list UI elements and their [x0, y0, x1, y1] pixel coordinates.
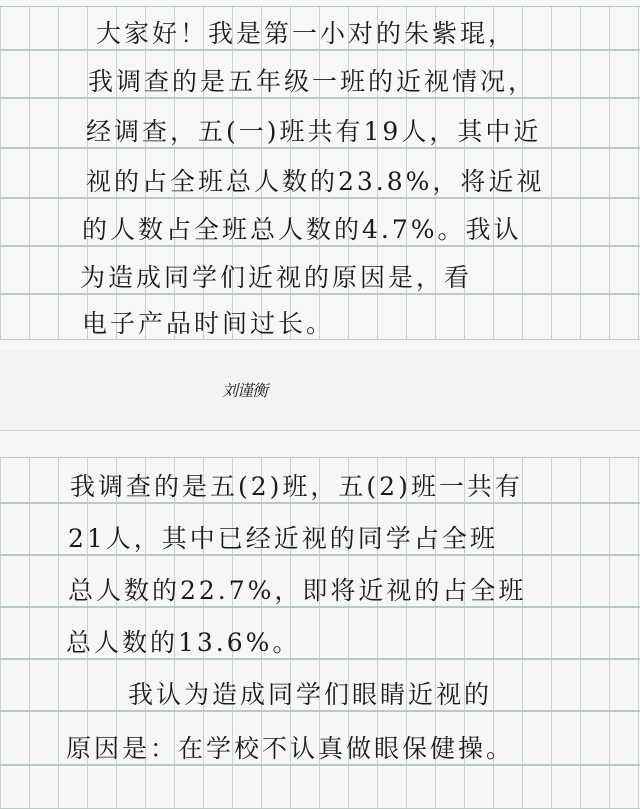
handwritten-line: 总人数的13.6%。	[66, 628, 301, 657]
handwritten-line: 21人，其中已经近视的同学占全班	[68, 524, 498, 553]
grid-line	[0, 659, 640, 711]
grid-line	[0, 555, 640, 607]
handwritten-line: 我认为造成同学们眼睛近视的	[128, 680, 493, 709]
grid-line	[0, 503, 640, 555]
grid-line	[0, 246, 640, 294]
handwritten-line: 总人数的22.7%，即将近视的占全班	[68, 576, 527, 605]
handwritten-line: 电子产品时间过长。	[82, 309, 335, 338]
grid-line	[0, 607, 640, 659]
grid-line	[0, 765, 640, 809]
lower-handwritten-page	[0, 430, 640, 809]
grid-line	[0, 50, 640, 98]
grid-line	[0, 457, 640, 503]
handwritten-line: 经调查，五(一)班共有19人，其中近	[86, 117, 542, 146]
grid-line	[0, 198, 640, 246]
grid-line	[0, 148, 640, 198]
handwritten-line: 我调查的是五年级一班的近视情况，	[88, 67, 537, 96]
handwritten-line: 的人数占全班总人数的4.7%。我认	[82, 215, 522, 244]
handwritten-signature: 刘谨衡	[222, 381, 268, 400]
grid-line	[0, 294, 640, 340]
handwritten-line: 视的占全班总人数的23.8%，将近视	[86, 167, 545, 196]
grid-line	[0, 711, 640, 765]
handwritten-line: 大家好！我是第一小对的朱紫琨，	[96, 19, 517, 48]
handwritten-line: 为造成同学们近视的原因是，看	[80, 263, 473, 292]
handwritten-line: 我调查的是五(2)班，五(2)班一共有	[70, 472, 523, 501]
handwritten-line: 原因是：在学校不认真做眼保健操。	[66, 734, 515, 763]
grid-line	[0, 6, 640, 50]
upper-handwritten-page	[0, 0, 640, 350]
page-gap	[0, 350, 640, 430]
grid-line	[0, 98, 640, 148]
